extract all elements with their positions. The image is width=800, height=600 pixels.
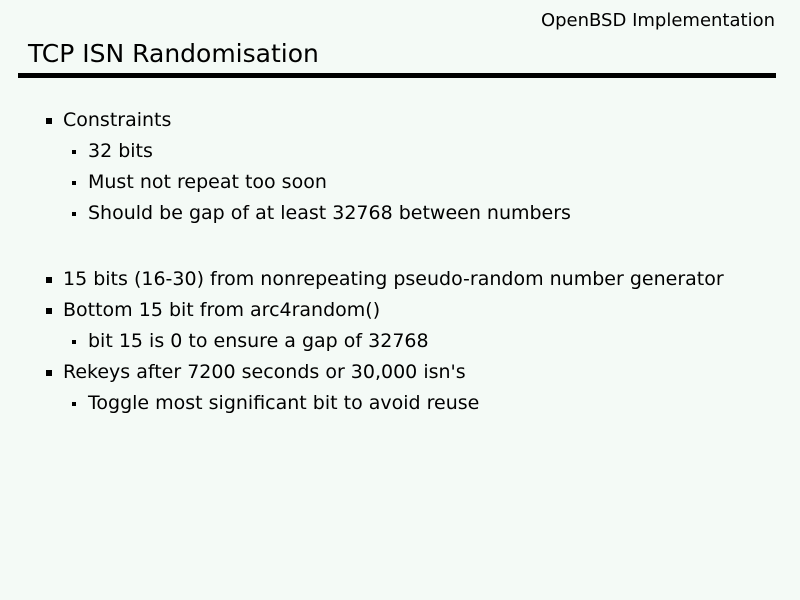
bullet-text: Bottom 15 bit from arc4random() [63,299,381,322]
bullet-square-icon [72,181,76,185]
bullet-text: Must not repeat too soon [88,171,327,194]
page-title: TCP ISN Randomisation [28,39,319,68]
title-rule-divider [18,73,776,78]
bullet-text: 15 bits (16-30) from nonrepeating pseudo-random number generator [63,268,724,291]
bullet-item [46,295,790,326]
bullet-item [46,264,790,295]
bullet-item [46,167,790,198]
bullet-square-icon [46,308,52,314]
bullet-text: Constraints [63,109,172,132]
bullet-item [46,136,790,167]
bullet-item [46,388,790,419]
bullet-item [46,326,790,357]
bullet-square-icon [72,402,76,406]
bullet-square-icon [72,212,76,216]
bullet-list [46,105,790,419]
bullet-text: Toggle most significant bit to avoid reuse [88,392,480,415]
bullet-square-icon [46,277,52,283]
bullet-group [46,105,790,229]
bullet-group [46,264,790,419]
bullet-text: Should be gap of at least 32768 between numbers [88,202,571,225]
bullet-square-icon [72,150,76,154]
bullet-square-icon [46,370,52,376]
bullet-item [46,105,790,136]
corner-header: OpenBSD Implementation [540,10,775,31]
bullet-square-icon [46,118,52,124]
bullet-text: 32 bits [88,140,153,163]
bullet-item [46,198,790,229]
bullet-item [46,357,790,388]
bullet-square-icon [72,340,76,344]
bullet-text: bit 15 is 0 to ensure a gap of 32768 [88,330,429,353]
bullet-text: Rekeys after 7200 seconds or 30,000 isn's [63,361,466,384]
